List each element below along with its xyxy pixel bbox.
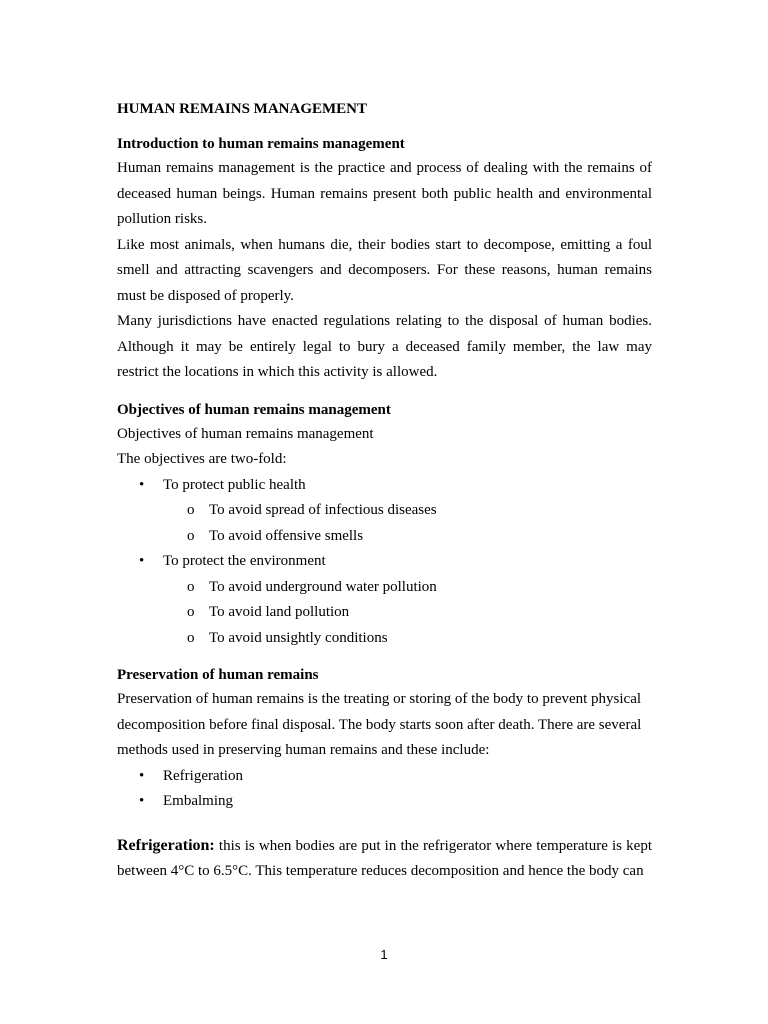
intro-paragraph: Like most animals, when humans die, their bodies start to decompose, emitting a foul smell and attracting scavengers and decomposers. For these reasons, human remains must be disposed of properly. (117, 236, 652, 304)
objectives-heading: Objectives of human remains management (117, 401, 391, 418)
sub-objectives-list (117, 498, 652, 549)
bullet-icon: • (139, 553, 145, 569)
sub-bullet-icon: o (187, 502, 195, 518)
intro-heading: Introduction to human remains management (117, 136, 405, 152)
sub-objective-label: To avoid underground water pollution (209, 578, 437, 595)
bullet-icon: • (139, 476, 145, 493)
intro-paragraph: Many jurisdictions have enacted regulations relating to the disposal of human bodies. Although it may be entirely legal to bury a deceased family member, the law may restrict the locations in which this activity is allowed. (117, 313, 652, 380)
sub-bullet-icon: o (187, 578, 195, 595)
objectives-list (117, 549, 652, 575)
objective-label: To protect public health (163, 476, 306, 493)
list-item (117, 473, 652, 499)
list-item (117, 764, 652, 790)
objective-label: To protect the environment (163, 553, 326, 569)
document-body (117, 99, 652, 885)
objectives-subtitle: Objectives of human remains management (117, 425, 374, 442)
sub-bullet-icon: o (187, 527, 195, 544)
sub-objective-label: To avoid unsightly conditions (209, 629, 388, 646)
preservation-methods-list (117, 764, 652, 815)
objectives-lead: The objectives are two-fold: (117, 451, 287, 467)
method-label: Refrigeration (163, 767, 243, 784)
list-item (117, 626, 652, 652)
refrigeration-text: this is when bodies are put in the refrigerator where temperature is kept between 4°C to 6.5°C. This temperature reduces decomposition and hence the body can (117, 837, 653, 879)
bullet-icon: • (139, 793, 145, 809)
sub-objective-label: To avoid offensive smells (209, 527, 364, 544)
list-item (117, 789, 652, 815)
sub-bullet-icon: o (187, 629, 195, 646)
preservation-heading: Preservation of human remains (117, 667, 319, 683)
list-item (117, 524, 652, 550)
list-item (117, 549, 652, 575)
list-item (117, 575, 652, 601)
bullet-icon: • (139, 767, 145, 784)
sub-bullet-icon: o (187, 604, 195, 620)
preservation-paragraph: Preservation of human remains is the treating or storing of the body to prevent physical decomposition before final disposal. The body starts soon after death. There are several methods used in preserving human remains and these include: (117, 691, 642, 758)
objectives-list (117, 473, 652, 499)
refrigeration-paragraph (117, 833, 652, 885)
sub-objectives-list (117, 575, 652, 652)
sub-objective-label: To avoid land pollution (209, 604, 350, 620)
list-item (117, 600, 652, 626)
document-title: HUMAN REMAINS MANAGEMENT (117, 101, 367, 117)
page-number: 1 (380, 947, 388, 962)
intro-paragraph: Human remains management is the practice and process of dealing with the remains of deceased human beings. Human remains present both public health and environmental pollution risks. (117, 160, 652, 227)
list-item (117, 498, 652, 524)
method-label: Embalming (163, 793, 233, 809)
refrigeration-term: Refrigeration: (117, 836, 215, 854)
sub-objective-label: To avoid spread of infectious diseases (209, 502, 437, 518)
